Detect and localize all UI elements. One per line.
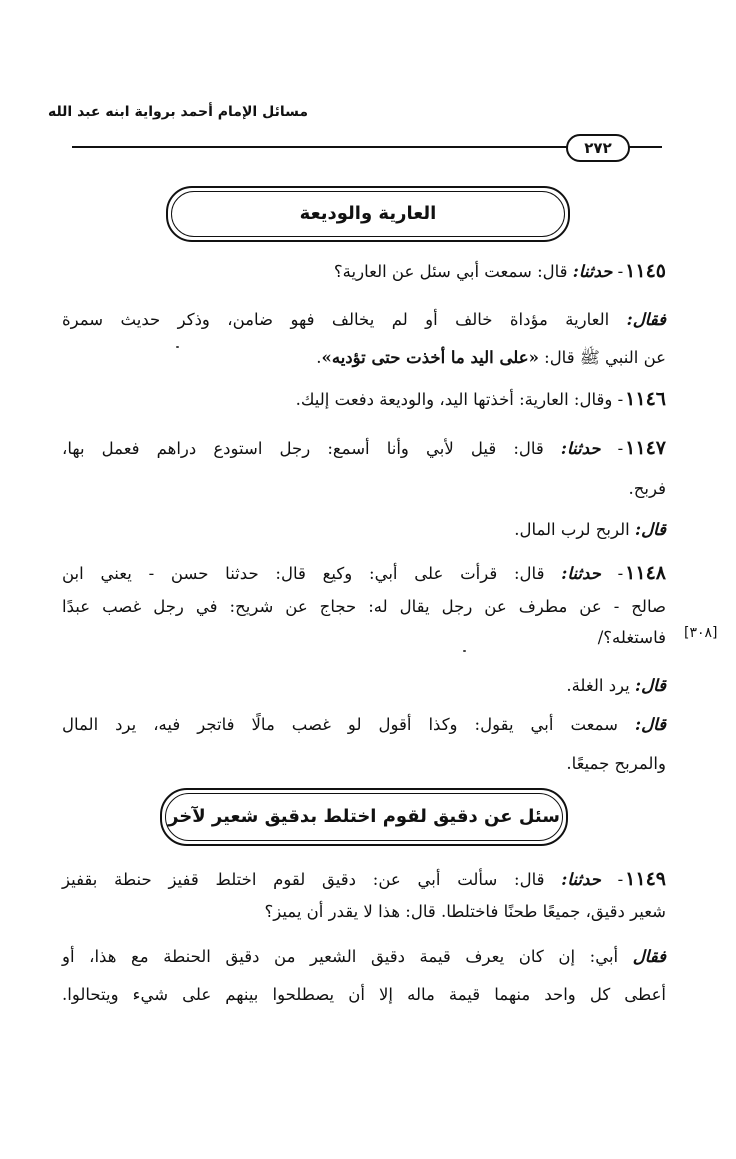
section-title: العارية والوديعة — [299, 203, 437, 224]
text: عن النبي ﷺ قال: — [538, 348, 666, 367]
item-number: ١١٤٩ — [625, 868, 666, 890]
dash: - — [600, 870, 624, 889]
header-rule-right — [626, 146, 662, 148]
text: الربح لرب المال. — [514, 520, 635, 539]
text: العارية مؤداة خالف أو لم يخالف فهو ضامن، وذكر حديث سمرة — [62, 310, 627, 329]
section-title-box — [166, 186, 570, 242]
section-title-box-2 — [160, 788, 568, 846]
item-number: ١١٤٦ — [625, 388, 666, 410]
narration-label: حدثنا: — [561, 564, 601, 583]
scan-speck — [463, 650, 466, 652]
paragraph-1148-line1 — [62, 560, 666, 587]
item-number: ١١٤٨ — [625, 562, 666, 584]
paragraph-1148-answer2-line1 — [62, 712, 666, 738]
text: سمعت أبي يقول: وكذا أقول لو غصب مالًا فاتجر فيه، يرد المال — [62, 715, 635, 734]
paragraph-1147-line1 — [62, 435, 666, 462]
answer-label: قال: — [635, 715, 666, 734]
text: قال: سألت أبي عن: دقيق لقوم اختلط قفيز حنطة بقفيز — [62, 870, 562, 889]
scan-speck — [176, 346, 179, 348]
margin-folio-note: [٣٠٨] — [684, 625, 718, 641]
paragraph-1148-line3: فاستغله؟/ — [597, 628, 666, 647]
paragraph-1147-answer — [62, 517, 666, 543]
narration-label: حدثنا: — [561, 870, 601, 889]
paragraph-1145-answer-line2 — [62, 345, 666, 371]
paragraph-1149-answer-line1 — [62, 944, 666, 970]
narration-label: حدثنا: — [572, 262, 613, 281]
paragraph-1149-answer-line2: أعطى كل واحد منهما قيمة ماله إلا أن يصطلحوا بينهم على شيء ويتحالوا. — [62, 985, 666, 1004]
text: قال: سمعت أبي سئل عن العارية؟ — [333, 262, 573, 281]
answer-label: قال: — [635, 676, 666, 695]
paragraph-1148-answer1 — [62, 673, 666, 699]
paragraph-1148-answer2-line2: والمربح جميعًا. — [566, 754, 666, 773]
text-end: . — [316, 348, 322, 367]
page-number: ٢٧٢ — [566, 134, 630, 162]
dash: - — [612, 262, 624, 281]
running-header-title: مسائل الإمام أحمد برواية ابنه عبد الله — [47, 104, 308, 120]
item-number: ١١٤٥ — [625, 260, 666, 282]
narration-label: حدثنا: — [560, 439, 601, 458]
hadith-quote: «على اليد ما أخذت حتى تؤديه» — [321, 348, 539, 367]
text: أبي: إن كان يعرف قيمة دقيق الشعير من دقيق الحنطة مع هذا، أو — [62, 947, 633, 966]
dash: - — [600, 564, 624, 583]
text: - وقال: العارية: أخذتها اليد، والوديعة دفعت إليك. — [295, 390, 624, 409]
item-number: ١١٤٧ — [625, 437, 666, 459]
paragraph-1149-line2: شعير دقيق، جميعًا طحنًا فاختلطا. قال: هذا لا يقدر أن يميز؟ — [264, 902, 666, 921]
paragraph-1147-line2: فربح. — [628, 479, 666, 498]
text: يرد الغلة. — [566, 676, 635, 695]
paragraph-1149-line1 — [62, 866, 666, 893]
answer-label: قال: — [635, 520, 666, 539]
text: قال: قيل لأبي وأنا أسمع: رجل استودع دراهم فعمل بها، — [62, 439, 561, 458]
paragraph-1145-answer-line1 — [62, 307, 666, 333]
dash: - — [600, 439, 624, 458]
header-rule-left — [72, 146, 568, 148]
paragraph-1148-line2: صالح - عن مطرف عن رجل يقال له: حجاج عن شريح: في رجل غصب عبدًا — [62, 597, 666, 616]
answer-label: فقال: — [626, 310, 666, 329]
text: قال: قرأت على أبي: وكيع قال: حدثنا حسن - يعني ابن — [62, 564, 562, 583]
answer-label: فقال — [632, 947, 666, 966]
section-title: سئل عن دقيق لقوم اختلط بدقيق شعير لآخر — [168, 806, 560, 827]
paragraph-1145 — [62, 258, 666, 285]
paragraph-1146 — [62, 386, 666, 413]
